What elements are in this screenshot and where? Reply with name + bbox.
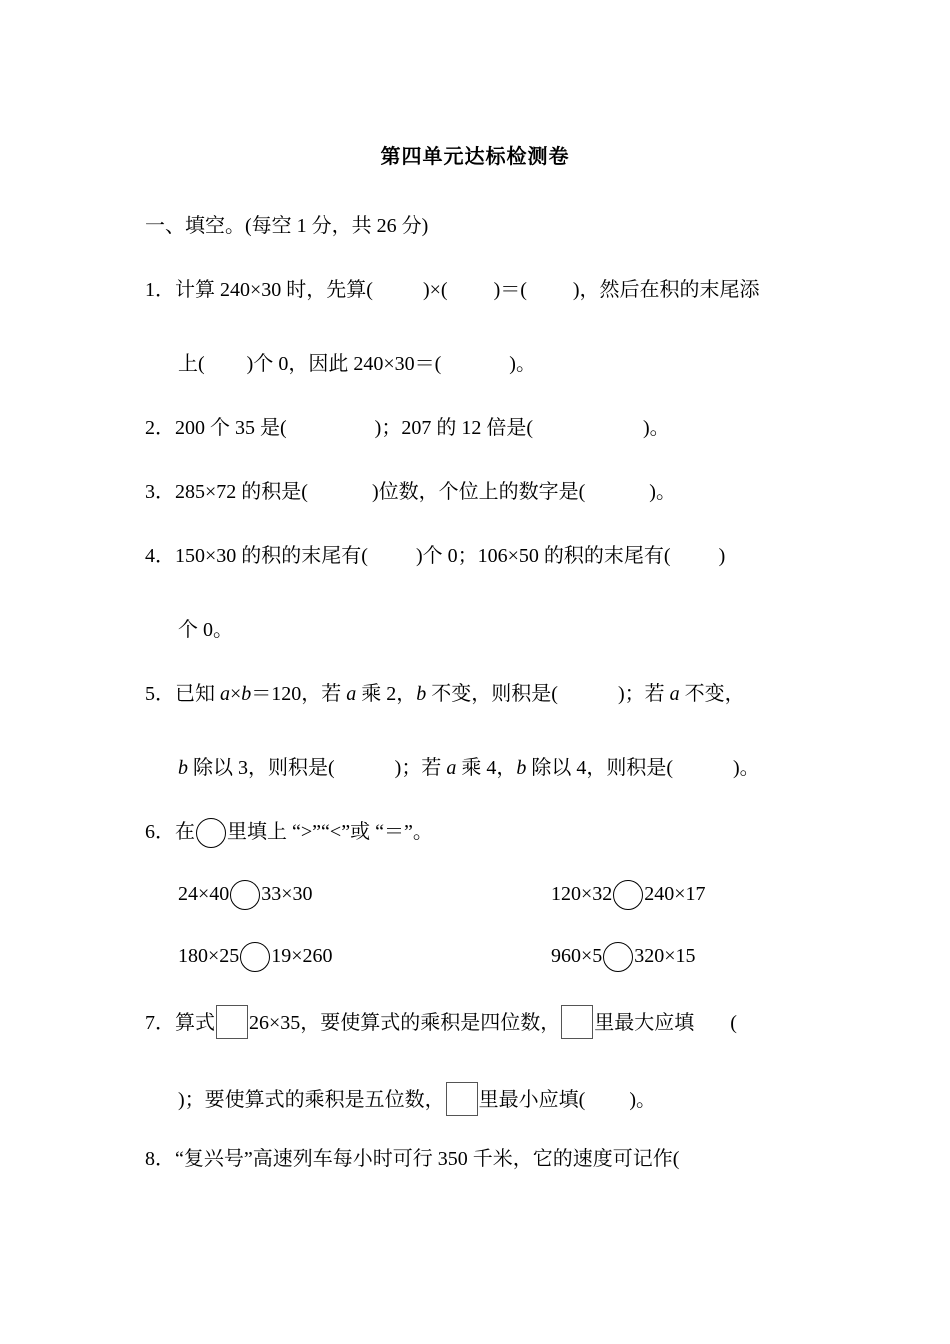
- compare-item: 180×25 19×260: [178, 942, 333, 972]
- question-4-line-2: 个 0。: [178, 619, 233, 641]
- answer-box[interactable]: [561, 1005, 593, 1039]
- question-4-line-1: 4．150×30 的积的末尾有( )个 0；106×50 的积的末尾有( ): [145, 545, 726, 567]
- question-number: 2．: [145, 417, 175, 439]
- question-2: 2．200 个 35 是( )；207 的 12 倍是( )。: [145, 417, 670, 439]
- question-number: 6．: [145, 821, 175, 843]
- answer-circle[interactable]: [230, 880, 260, 910]
- question-1-line-1: 1．计算 240×30 时，先算( )×( )＝( )，然后在积的末尾添: [145, 279, 760, 301]
- question-number: 8．: [145, 1148, 175, 1170]
- section-heading: 一、填空。(每空 1 分，共 26 分): [145, 215, 429, 237]
- compare-item: 24×40 33×30: [178, 880, 313, 910]
- answer-circle[interactable]: [240, 942, 270, 972]
- question-7-line-1: 7．算式 26×35，要使算式的乘积是四位数， 里最大应填 (: [145, 1005, 737, 1039]
- compare-item: 120×32 240×17: [551, 880, 706, 910]
- question-1-line-2: 上( )个 0，因此 240×30＝( )。: [178, 353, 536, 375]
- question-5-line-1: 5．已知 a×b＝120，若 a 乘 2，b 不变，则积是( )；若 a 不变，: [145, 683, 745, 705]
- question-number: 7．: [145, 1012, 175, 1034]
- answer-circle[interactable]: [603, 942, 633, 972]
- answer-circle[interactable]: [613, 880, 643, 910]
- question-7-line-2: )；要使算式的乘积是五位数， 里最小应填( )。: [178, 1082, 656, 1116]
- compare-item: 960×5 320×15: [551, 942, 696, 972]
- page-title: 第四单元达标检测卷: [380, 146, 570, 168]
- question-number: 3．: [145, 481, 175, 503]
- answer-box[interactable]: [216, 1005, 248, 1039]
- question-6: 6．在 里填上 “>”“<”或 “＝”。: [145, 818, 433, 848]
- question-8: 8．“复兴号”高速列车每小时可行 350 千米，它的速度可记作(: [145, 1148, 680, 1170]
- answer-circle[interactable]: [196, 818, 226, 848]
- question-5-line-2: b 除以 3，则积是( )；若 a 乘 4，b 除以 4，则积是( )。: [178, 757, 760, 779]
- question-3: 3．285×72 的积是( )位数，个位上的数字是( )。: [145, 481, 676, 503]
- question-number: 5．: [145, 683, 175, 705]
- answer-box[interactable]: [446, 1082, 478, 1116]
- question-number: 1．: [145, 279, 175, 301]
- question-number: 4．: [145, 545, 175, 567]
